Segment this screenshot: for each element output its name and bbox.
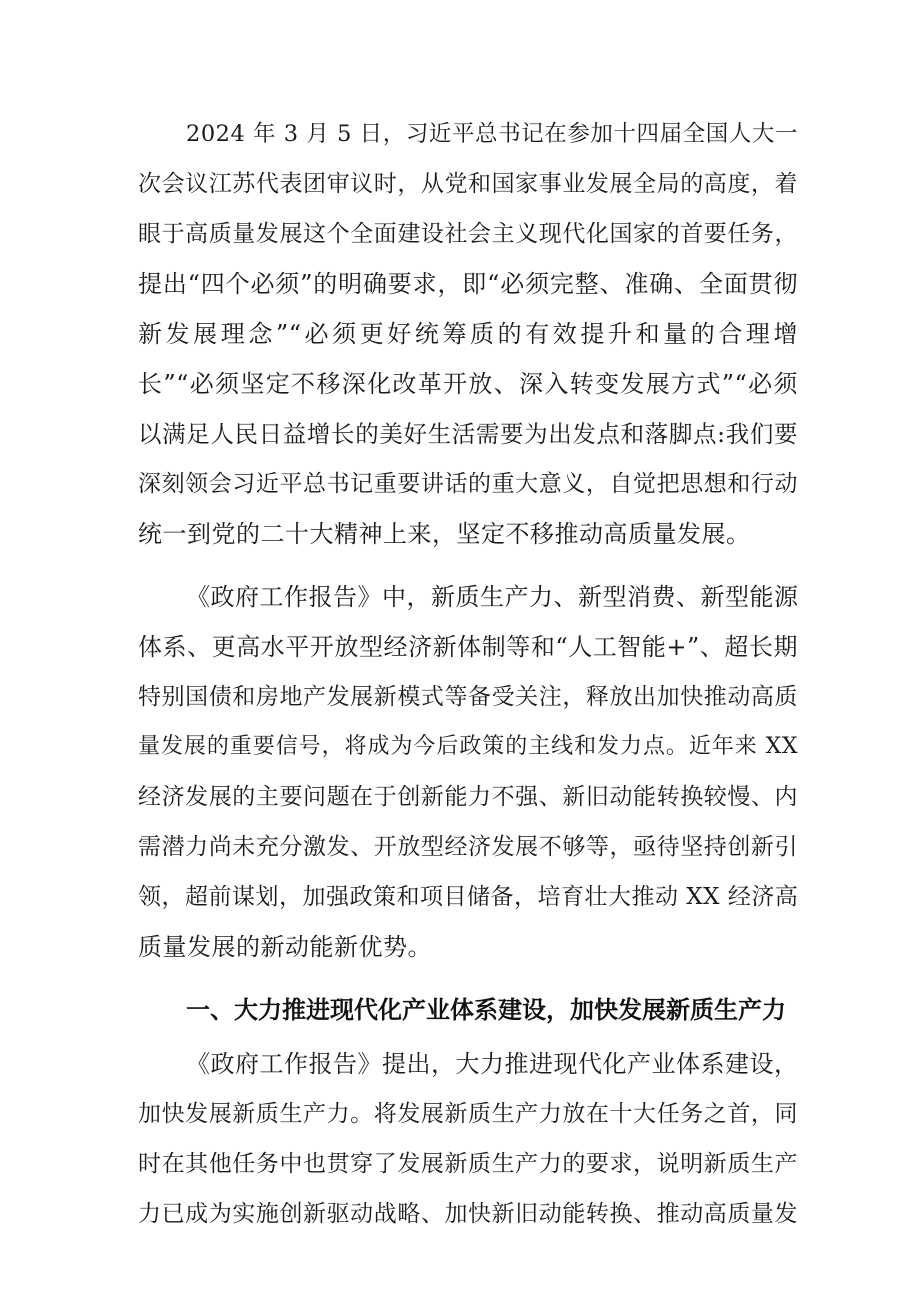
paragraph-line: 深刻领会习近平总书记重要讲话的重大意义，自觉把思想和行动: [138, 471, 798, 497]
paragraph-line: 力已成为实施创新驱动战略、加快新旧动能转换、推动高质量发: [138, 1201, 798, 1227]
paragraph-line: 量发展的重要信号，将成为今后政策的主线和发力点。近年来 XX: [138, 734, 798, 759]
paragraph-line: 《政府工作报告》提出，大力推进现代化产业体系建设，: [186, 1050, 798, 1078]
paragraph-line: 眼于高质量发展这个全面建设社会主义现代化国家的首要任务，: [138, 221, 798, 247]
paragraph-line: 次会议江苏代表团审议时，从党和国家事业发展全局的高度，着: [138, 171, 798, 197]
paragraph-line: 《政府工作报告》中，新质生产力、新型消费、新型能源: [186, 583, 798, 611]
paragraph-line: 统一到党的二十大精神上来，坚定不移推动高质量发展。: [138, 520, 751, 548]
paragraph-line: 加快发展新质生产力。将发展新质生产力放在十大任务之首，同: [138, 1101, 798, 1127]
paragraph-line: 时在其他任务中也贯穿了发展新质生产力的要求，说明新质生产: [138, 1151, 798, 1177]
paragraph-line: 经济发展的主要问题在于创新能力不强、新旧动能转换较慢、内: [138, 784, 798, 810]
paragraph-line: 提出“四个必须”的明确要求，即“必须完整、准确、全面贯彻: [138, 270, 798, 298]
paragraph-line: 领，超前谋划，加强政策和项目储备，培育壮大推动 XX 经济高: [138, 884, 798, 910]
paragraph-line: 需潜力尚未充分激发、开放型经济发展不够等，亟待坚持创新引: [138, 834, 798, 860]
paragraph-line: 特别国债和房地产发展新模式等备受关注，释放出加快推动高质: [138, 684, 798, 710]
paragraph-line: 长”“必须坚定不移深化改革开放、深入转变发展方式”“必须: [138, 370, 798, 398]
paragraph-line: 以满足人民日益增长的美好生活需要为出发点和落脚点:我们要: [138, 420, 798, 448]
paragraph-line: 质量发展的新动能新优势。: [138, 933, 432, 961]
paragraph-line: 体系、更高水平开放型经济新体制等和“人工智能+”、超长期: [138, 633, 798, 661]
section-heading: 一、大力推进现代化产业体系建设，加快发展新质生产力: [186, 996, 786, 1024]
paragraph-line: 2024 年 3 月 5 日，习近平总书记在参加十四届全国人大一: [186, 121, 798, 147]
paragraph-line: 新发展理念”“必须更好统筹质的有效提升和量的合理增: [138, 320, 798, 348]
